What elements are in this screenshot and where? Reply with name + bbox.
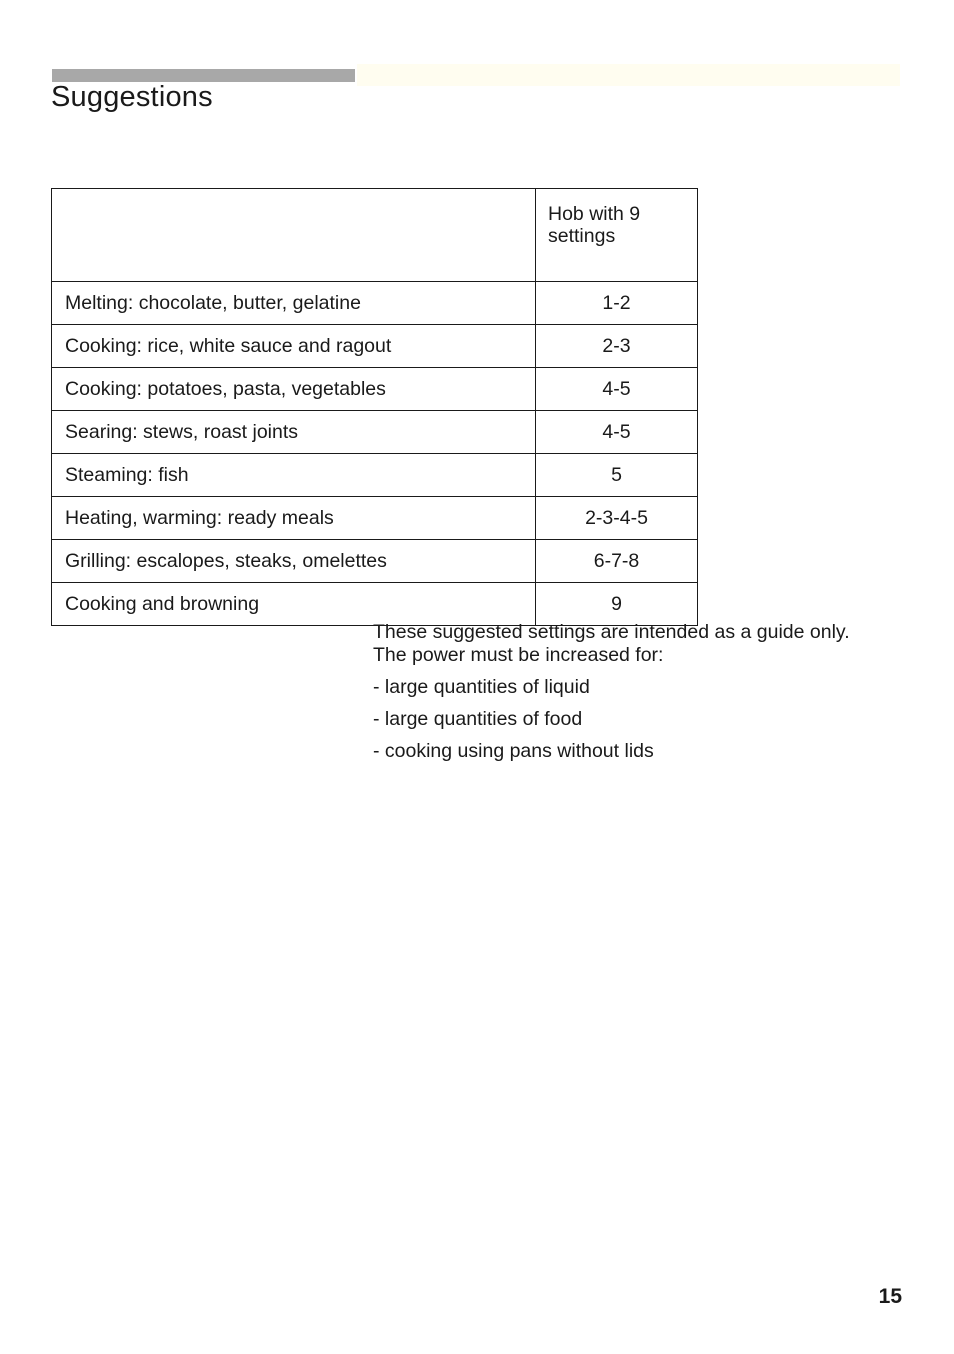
table-row: [52, 368, 698, 411]
page-number: 15: [878, 1285, 902, 1308]
table-row: [52, 540, 698, 583]
table-cell-setting: 2-3: [536, 325, 698, 368]
list-item: - large quantities of liquid: [373, 676, 590, 698]
table-header-row: [52, 189, 698, 282]
list-item: - large quantities of food: [373, 708, 583, 730]
table-cell-setting: 4-5: [536, 368, 698, 411]
table-cell-label: Cooking and browning: [52, 583, 536, 626]
page-title: Suggestions: [51, 81, 213, 113]
table-row: [52, 411, 698, 454]
table-row: [52, 282, 698, 325]
table-cell-setting: 4-5: [536, 411, 698, 454]
table-cell-label: Steaming: fish: [52, 454, 536, 497]
table-header-setting: Hob with 9 settings: [536, 189, 698, 282]
notes-section: [373, 621, 913, 763]
notes-intro-line: These suggested settings are intended as a guide only.: [373, 621, 850, 643]
table-cell-setting: 6-7-8: [536, 540, 698, 583]
header-band: [357, 64, 900, 86]
table-row: [52, 325, 698, 368]
table-row: [52, 583, 698, 626]
notes-intro-line: The power must be increased for:: [373, 644, 664, 666]
table-header-cell-empty: [52, 189, 536, 282]
table-cell-setting: 5: [536, 454, 698, 497]
table-cell-label: Heating, warming: ready meals: [52, 497, 536, 540]
table-cell-label: Grilling: escalopes, steaks, omelettes: [52, 540, 536, 583]
table-cell-label: Cooking: rice, white sauce and ragout: [52, 325, 536, 368]
table-row: [52, 497, 698, 540]
table-cell-label: Melting: chocolate, butter, gelatine: [52, 282, 536, 325]
table-cell-setting: 9: [536, 583, 698, 626]
list-item: - cooking using pans without lids: [373, 740, 654, 762]
table-cell-label: Cooking: potatoes, pasta, vegetables: [52, 368, 536, 411]
table-cell-setting: 2-3-4-5: [536, 497, 698, 540]
settings-table: [51, 188, 698, 626]
table-cell-label: Searing: stews, roast joints: [52, 411, 536, 454]
notes-list: [373, 676, 913, 763]
table-row: [52, 454, 698, 497]
table-cell-setting: 1-2: [536, 282, 698, 325]
